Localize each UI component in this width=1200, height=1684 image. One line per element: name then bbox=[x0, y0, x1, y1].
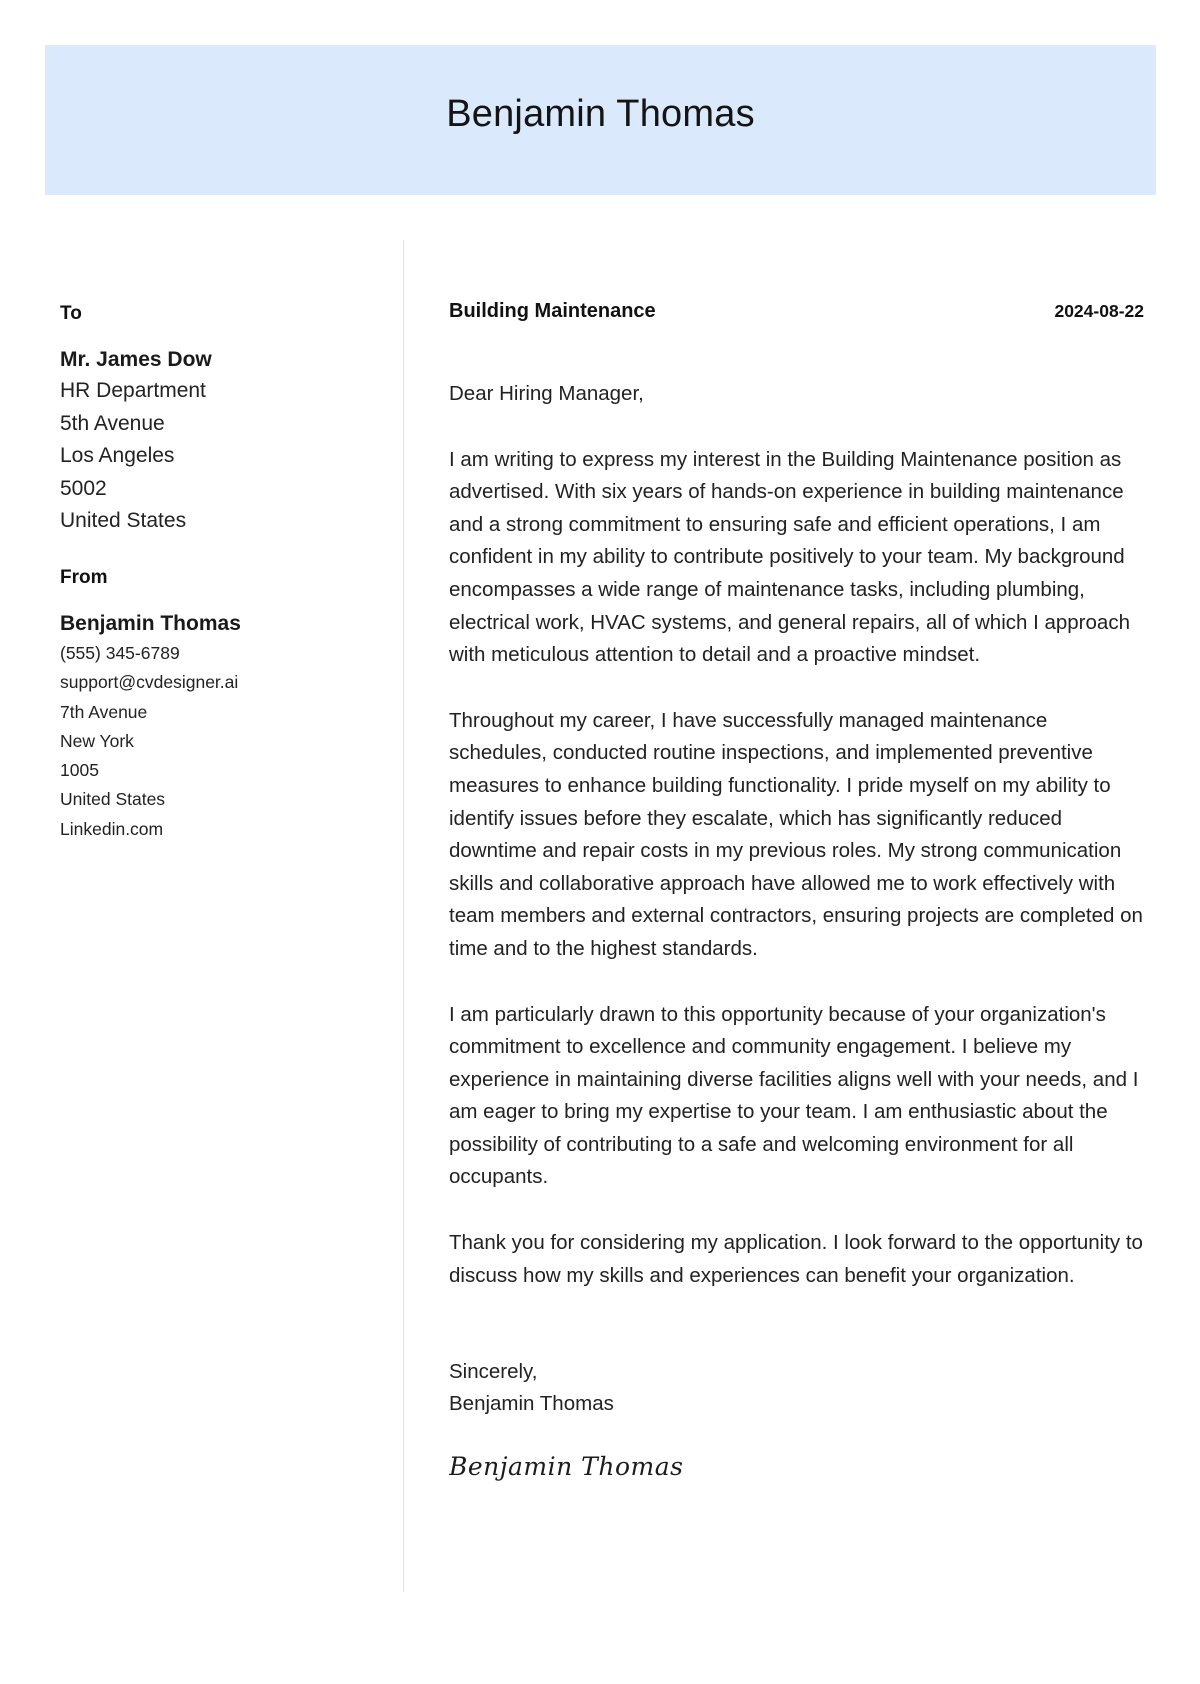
sender-website: Linkedin.com bbox=[60, 818, 164, 839]
recipient-zip: 5002 bbox=[60, 476, 107, 500]
sender-street: 7th Avenue bbox=[60, 701, 148, 722]
letter-header bbox=[45, 45, 1156, 195]
position-title: Building Maintenance bbox=[449, 300, 656, 322]
recipient-street: 5th Avenue bbox=[60, 411, 165, 435]
signature-text: Benjamin Thomas bbox=[449, 1452, 684, 1482]
to-heading: To bbox=[60, 303, 82, 324]
sender-phone: (555) 345-6789 bbox=[60, 642, 180, 663]
from-heading: From bbox=[60, 566, 108, 588]
sender-email: support@cvdesigner.ai bbox=[60, 672, 239, 693]
signature bbox=[449, 1443, 1144, 1493]
sender-zip: 1005 bbox=[60, 760, 99, 781]
sender-name: Benjamin Thomas bbox=[60, 611, 241, 635]
closing-block bbox=[449, 1356, 1144, 1419]
body-paragraph: I am particularly drawn to this opportunity because of your organization's commitment to excellence and community engagement. I believe my experience in maintaining diverse facilities aligns well with your needs, and I am eager to bring my expertise to your team. I am enthusiastic about the possibility of contributing to a safe and welcoming environment for all occupants. bbox=[449, 1002, 1139, 1189]
recipient-country: United States bbox=[60, 509, 187, 533]
sender-country: United States bbox=[60, 789, 166, 810]
signature-image bbox=[449, 1443, 709, 1493]
body-paragraph: Thank you for considering my application. I look forward to the opportunity to discuss how my skills and experiences can benefit your organization. bbox=[449, 1231, 1143, 1287]
letter-body bbox=[449, 300, 1144, 1493]
body-paragraph: Throughout my career, I have successfully managed maintenance schedules, conducted routine inspections, and implemented preventive measures to enhance building functionality. I pride myself on my ability to identify issues before they escalate, which has significantly reduced downtime and repair costs in my previous roles. My strong communication skills and collaborative approach have allowed me to work effectively with team members and external contractors, ensuring projects are completed on time and to the highest standards. bbox=[449, 708, 1143, 960]
recipient-city: Los Angeles bbox=[60, 444, 175, 468]
header-name: Benjamin Thomas bbox=[446, 92, 755, 135]
letter-date: 2024-08-22 bbox=[1054, 301, 1144, 321]
body-paragraph: I am writing to express my interest in the Building Maintenance position as advertised. With six years of hands-on experience in building maintenance and a strong commitment to ensuring safe and efficient operations, I am confident in my ability to contribute positively to your team. My background encompasses a wide range of maintenance tasks, including plumbing, electrical work, HVAC systems, and general repairs, all of which I approach with meticulous attention to detail and a proactive mindset. bbox=[449, 447, 1130, 667]
sender-city: New York bbox=[60, 730, 134, 751]
column-divider bbox=[403, 240, 404, 1592]
closing-phrase: Sincerely, bbox=[449, 1360, 538, 1384]
recipient-name: Mr. James Dow bbox=[60, 348, 212, 371]
recipient-department: HR Department bbox=[60, 379, 206, 402]
greeting: Dear Hiring Manager, bbox=[449, 382, 644, 405]
sidebar bbox=[60, 300, 380, 844]
letter-meta bbox=[449, 300, 1144, 332]
closing-name: Benjamin Thomas bbox=[449, 1391, 614, 1415]
